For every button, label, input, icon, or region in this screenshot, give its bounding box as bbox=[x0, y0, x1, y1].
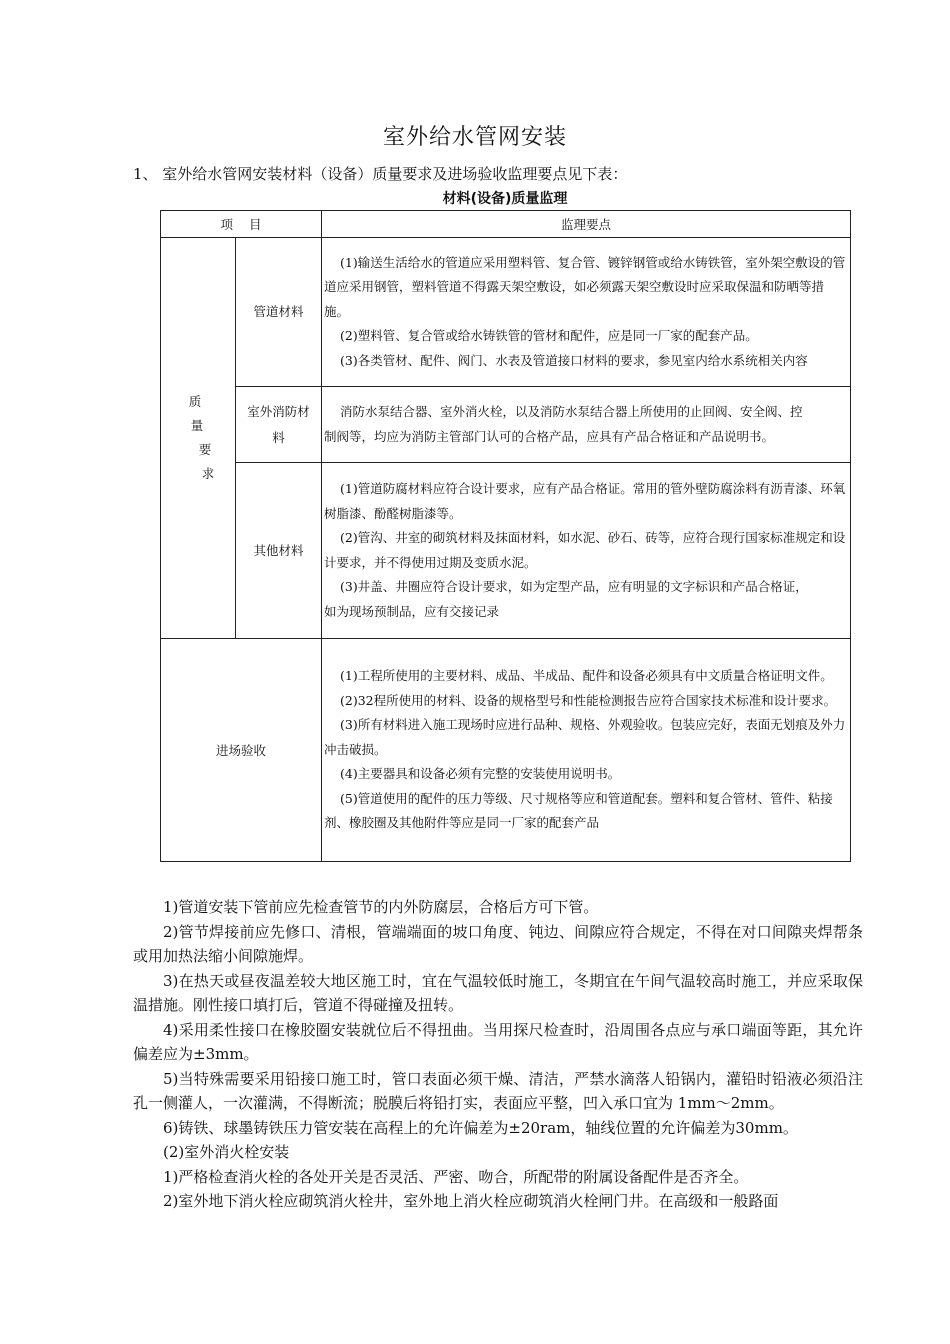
acceptance-points bbox=[322, 639, 851, 862]
pipe-material-points bbox=[322, 238, 851, 387]
intro-line: 1、 室外给水管网安装材料（设备）质量要求及进场验收监理要点见下表： bbox=[133, 165, 628, 183]
point-text: 制阀等，均应为消防主管部门认可的合格产品，应具有产品合格证和产品说明书。 bbox=[324, 428, 775, 444]
table-row-pipe bbox=[161, 238, 851, 387]
point-text: (1)管道防腐材料应符合设计要求，应有产品合格证。常用的管外壁防腐涂料有沥青漆、环氧树脂漆、酚醛树脂漆等。 bbox=[324, 481, 846, 521]
pipe-material-label: 管道材料 bbox=[236, 238, 322, 387]
point-text: (4)主要器具和设备必须有完整的安装使用说明书。 bbox=[340, 766, 621, 782]
point-text: 如为现场预制品，应有交接记录 bbox=[324, 603, 500, 619]
paragraph: 4)采用柔性接口在橡胶圈安装就位后不得扭曲。当用探尺检查时，沿周围各点应与承口端面等距，其允许偏差应为±3mm。 bbox=[133, 1020, 863, 1063]
point-text: (3)所有材料进入施工现场时应进行品种、规格、外观验收。包装应完好，表面无划痕及外力冲击破损。 bbox=[324, 717, 846, 757]
table-row-other bbox=[161, 463, 851, 639]
other-material-label: 其他材料 bbox=[236, 463, 322, 639]
table-header-row bbox=[161, 211, 851, 238]
point-text: (1)工程所使用的主要材料、成品、半成品、配件和设备必须具有中文质量合格证明文件。 bbox=[340, 668, 833, 684]
table-caption: 材料(设备)质量监理 bbox=[442, 191, 568, 207]
paragraph: 1)管道安装下管前应先检查管节的内外防腐层，合格后方可下管。 bbox=[163, 898, 599, 916]
table-row-fire bbox=[161, 387, 851, 463]
other-material-points bbox=[322, 463, 851, 639]
header-item: 项 目 bbox=[161, 211, 322, 238]
point-text: 消防水泵结合器、室外消火栓，以及消防水泵结合器上所使用的止回阀、安全阀、控 bbox=[340, 404, 803, 419]
header-points: 监理要点 bbox=[322, 211, 851, 238]
fire-material-points bbox=[322, 387, 851, 463]
body-paragraphs bbox=[133, 895, 863, 1214]
paragraph: (2)室外消火栓安装 bbox=[163, 1143, 290, 1161]
point-text: (5)管道使用的配件的压力等级、尺寸规格等应和管道配套。塑料和复合管材、管件、粘接剂、橡胶圈及其他附件等应是同一厂家的配套产品 bbox=[324, 790, 833, 831]
table-row-accept bbox=[161, 639, 851, 862]
quality-requirements-cell bbox=[161, 238, 236, 639]
quality-label-char: 量 bbox=[190, 418, 204, 433]
paragraph: 5)当特殊需要采用铅接口施工时，管口表面必须干燥、清洁，严禁水滴落人铅锅内，灌铅时铅液必须沿注孔一侧灌人，一次灌满，不得断流；脱膜后将铅打实，表面应平整，凹入承口宜为 1mm～2mm。 bbox=[133, 1069, 863, 1112]
acceptance-label: 进场验收 bbox=[161, 639, 322, 862]
point-text: (2)塑料管、复合管或给水铸铁管的管材和配件，应是同一厂家的配套产品。 bbox=[340, 328, 758, 344]
paragraph: 2)管节焊接前应先修口、清根，管端端面的坡口角度、钝边、间隙应符合规定，不得在对口间隙夹焊帮条或用加热法缩小间隙施焊。 bbox=[133, 922, 863, 965]
quality-table bbox=[160, 210, 851, 862]
point-text: (1)输送生活给水的管道应采用塑料管、复合管、镀锌钢管或给水铸铁管，室外架空敷设的管道应采用钢管，塑料管道不得露天架空敷设，如必须露天架空敷设时应采取保温和防晒等措施。 bbox=[324, 254, 846, 319]
point-text: (3)井盖、井圈应符合设计要求，如为定型产品，应有明显的文字标识和产品合格证， bbox=[340, 579, 808, 594]
paragraph: 1)严格检查消火栓的各处开关是否灵活、严密、吻合，所配带的附属设备配件是否齐全。 bbox=[163, 1167, 749, 1186]
quality-label-char: 要 bbox=[198, 442, 212, 457]
point-text: (3)各类管材、配件、阀门、水表及管道接口材料的要求，参见室内给水系统相关内容 bbox=[340, 352, 808, 368]
quality-label-char: 质 bbox=[188, 394, 202, 409]
point-text: (2)32程所使用的材料、设备的规格型号和性能检测报告应符合国家技术标准和设计要求。 bbox=[340, 692, 837, 708]
quality-label-char: 求 bbox=[201, 466, 215, 481]
paragraph: 2)室外地下消火栓应砌筑消火栓井，室外地上消火栓应砌筑消火栓闸门井。在高级和一般路面 bbox=[163, 1192, 779, 1210]
paragraph: 6)铸铁、球墨铸铁压力管安装在高程上的允许偏差为±20ram，轴线位置的允许偏差为30mm。 bbox=[163, 1118, 798, 1137]
page-title: 室外给水管网安装 bbox=[382, 125, 567, 150]
fire-material-label: 室外消防材料 bbox=[236, 387, 322, 463]
point-text: (2)管沟、井室的砌筑材料及抹面材料，如水泥、砂石、砖等，应符合现行国家标准规定和设计要求，并不得使用过期及变质水泥。 bbox=[324, 530, 846, 570]
paragraph: 3)在热天或昼夜温差较大地区施工时，宜在气温较低时施工，冬期宜在午间气温较高时施工，并应采取保温措施。刚性接口填打后，管道不得碰撞及扭转。 bbox=[133, 971, 863, 1014]
